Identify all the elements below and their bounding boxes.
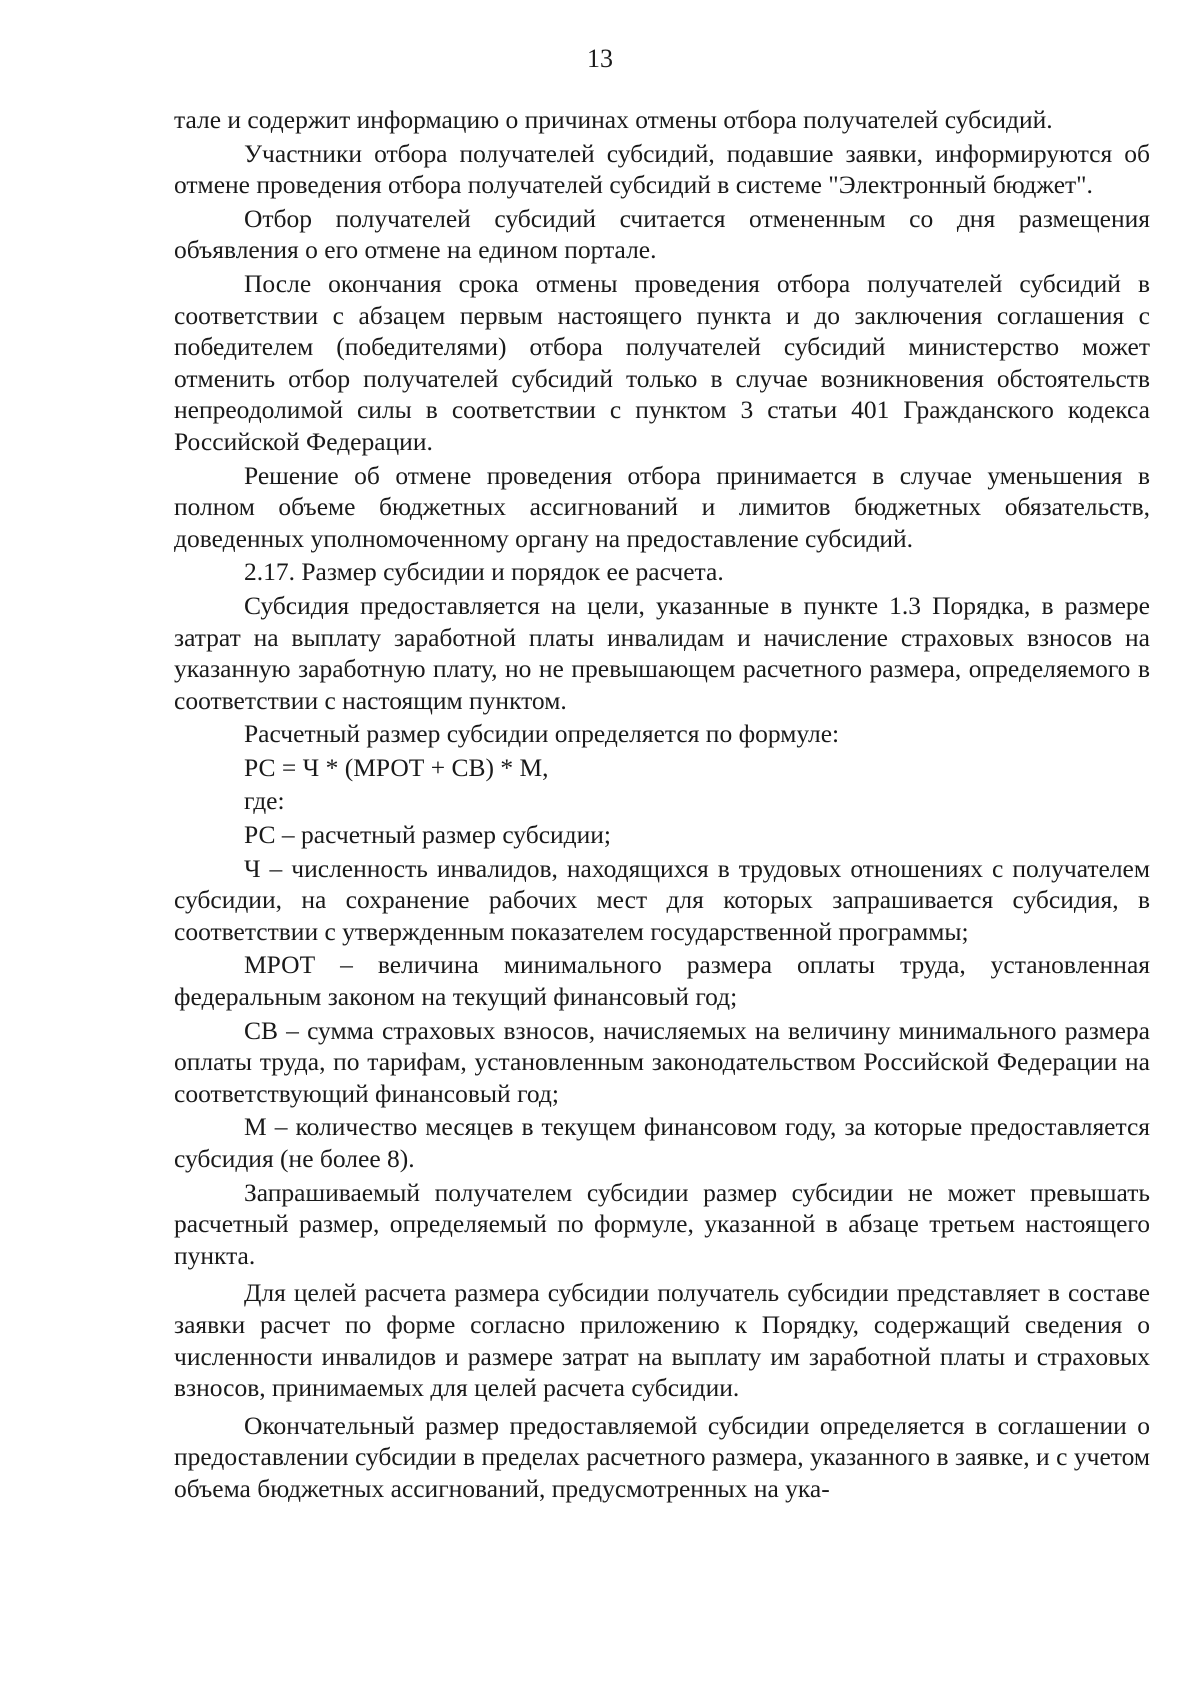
definition-m: М – количество месяцев в текущем финансовом году, за которые предоставляется субсидия (не более 8). [174,1112,1150,1173]
document-body [174,104,1150,1507]
definition-mrot: МРОТ – величина минимального размера оплаты труда, установленная федеральным законом на текущий финансовый год; [174,950,1150,1012]
paragraph-subsidy-purpose: Субсидия предоставляется на цели, указанные в пункте 1.3 Порядка, в размере затрат на выплату заработной платы инвалидам и начисление страховых взносов на указанную заработную плату, но не превышающем расчетного размера, определяемого в соответствии с настоящим пунктом. [174,590,1150,715]
formula: РС = Ч * (МРОТ + СВ) * М, [244,752,549,782]
page-number: 13 [587,44,613,73]
definition-sv: СВ – сумма страховых взносов, начисляемых на величину минимального размера оплаты труда, по тарифам, установленным законодательством Российской Федерации на соответствующий финансовый год; [174,1015,1150,1108]
paragraph-force-majeure: После окончания срока отмены проведения отбора получателей субсидий в соответствии с абзацем первым настоящего пункта и до заключения соглашения с победителем (победителями) отбора получателей субсидий министерство может отменить отбор получателей субсидий только в случае возникновения обстоятельств непреодолимой силы в соответствии с пунктом 3 статьи 401 Гражданского кодекса Российской Федерации. [174,268,1150,456]
paragraph-where: где: [244,786,285,816]
paragraph-calculation-form: Для целей расчета размера субсидии получатель субсидии представляет в составе заявки расчет по форме согласно приложению к Порядку, содержащий сведения о численности инвалидов и размере затрат на выплату им заработной платы и страховых взносов, принимаемых для целей расчета субсидии. [174,1278,1150,1403]
paragraph-cancellation-decision: Решение об отмене проведения отбора принимается в случае уменьшения в полном объеме бюджетных ассигнований и лимитов бюджетных обязательств, доведенных уполномоченному органу на предоставление субсидий. [174,460,1150,553]
paragraph-final-amount: Окончательный размер предоставляемой субсидии определяется в соглашении о предоставлении субсидии в пределах расчетного размера, указанного в заявке, и с учетом объема бюджетных ассигнований, предусмотренных на ука- [174,1410,1150,1503]
definition-ch: Ч – численность инвалидов, находящихся в трудовых отношениях с получателем субсидии, на сохранение рабочих мест для которых запрашивается субсидия, в соответствии с утвержденным показателем государственной программы; [174,853,1150,946]
section-heading-2-17: 2.17. Размер субсидии и порядок ее расчета. [244,557,724,587]
paragraph-participants-informed: Участники отбора получателей субсидий, подавшие заявки, информируются об отмене проведения отбора получателей субсидий в системе "Электронный бюджет". [174,138,1150,200]
definition-rs: РС – расчетный размер субсидии; [244,820,612,850]
paragraph-formula-intro: Расчетный размер субсидии определяется по формуле: [244,719,840,749]
paragraph-continuation: тале и содержит информацию о причинах отмены отбора получателей субсидий. [174,105,1053,134]
paragraph-requested-limit: Запрашиваемый получателем субсидии размер субсидии не может превышать расчетный размер, определяемый по формуле, указанной в абзаце третьем настоящего пункта. [174,1177,1150,1270]
paragraph-selection-cancelled: Отбор получателей субсидий считается отмененным со дня размещения объявления о его отмене на едином портале. [174,203,1150,265]
